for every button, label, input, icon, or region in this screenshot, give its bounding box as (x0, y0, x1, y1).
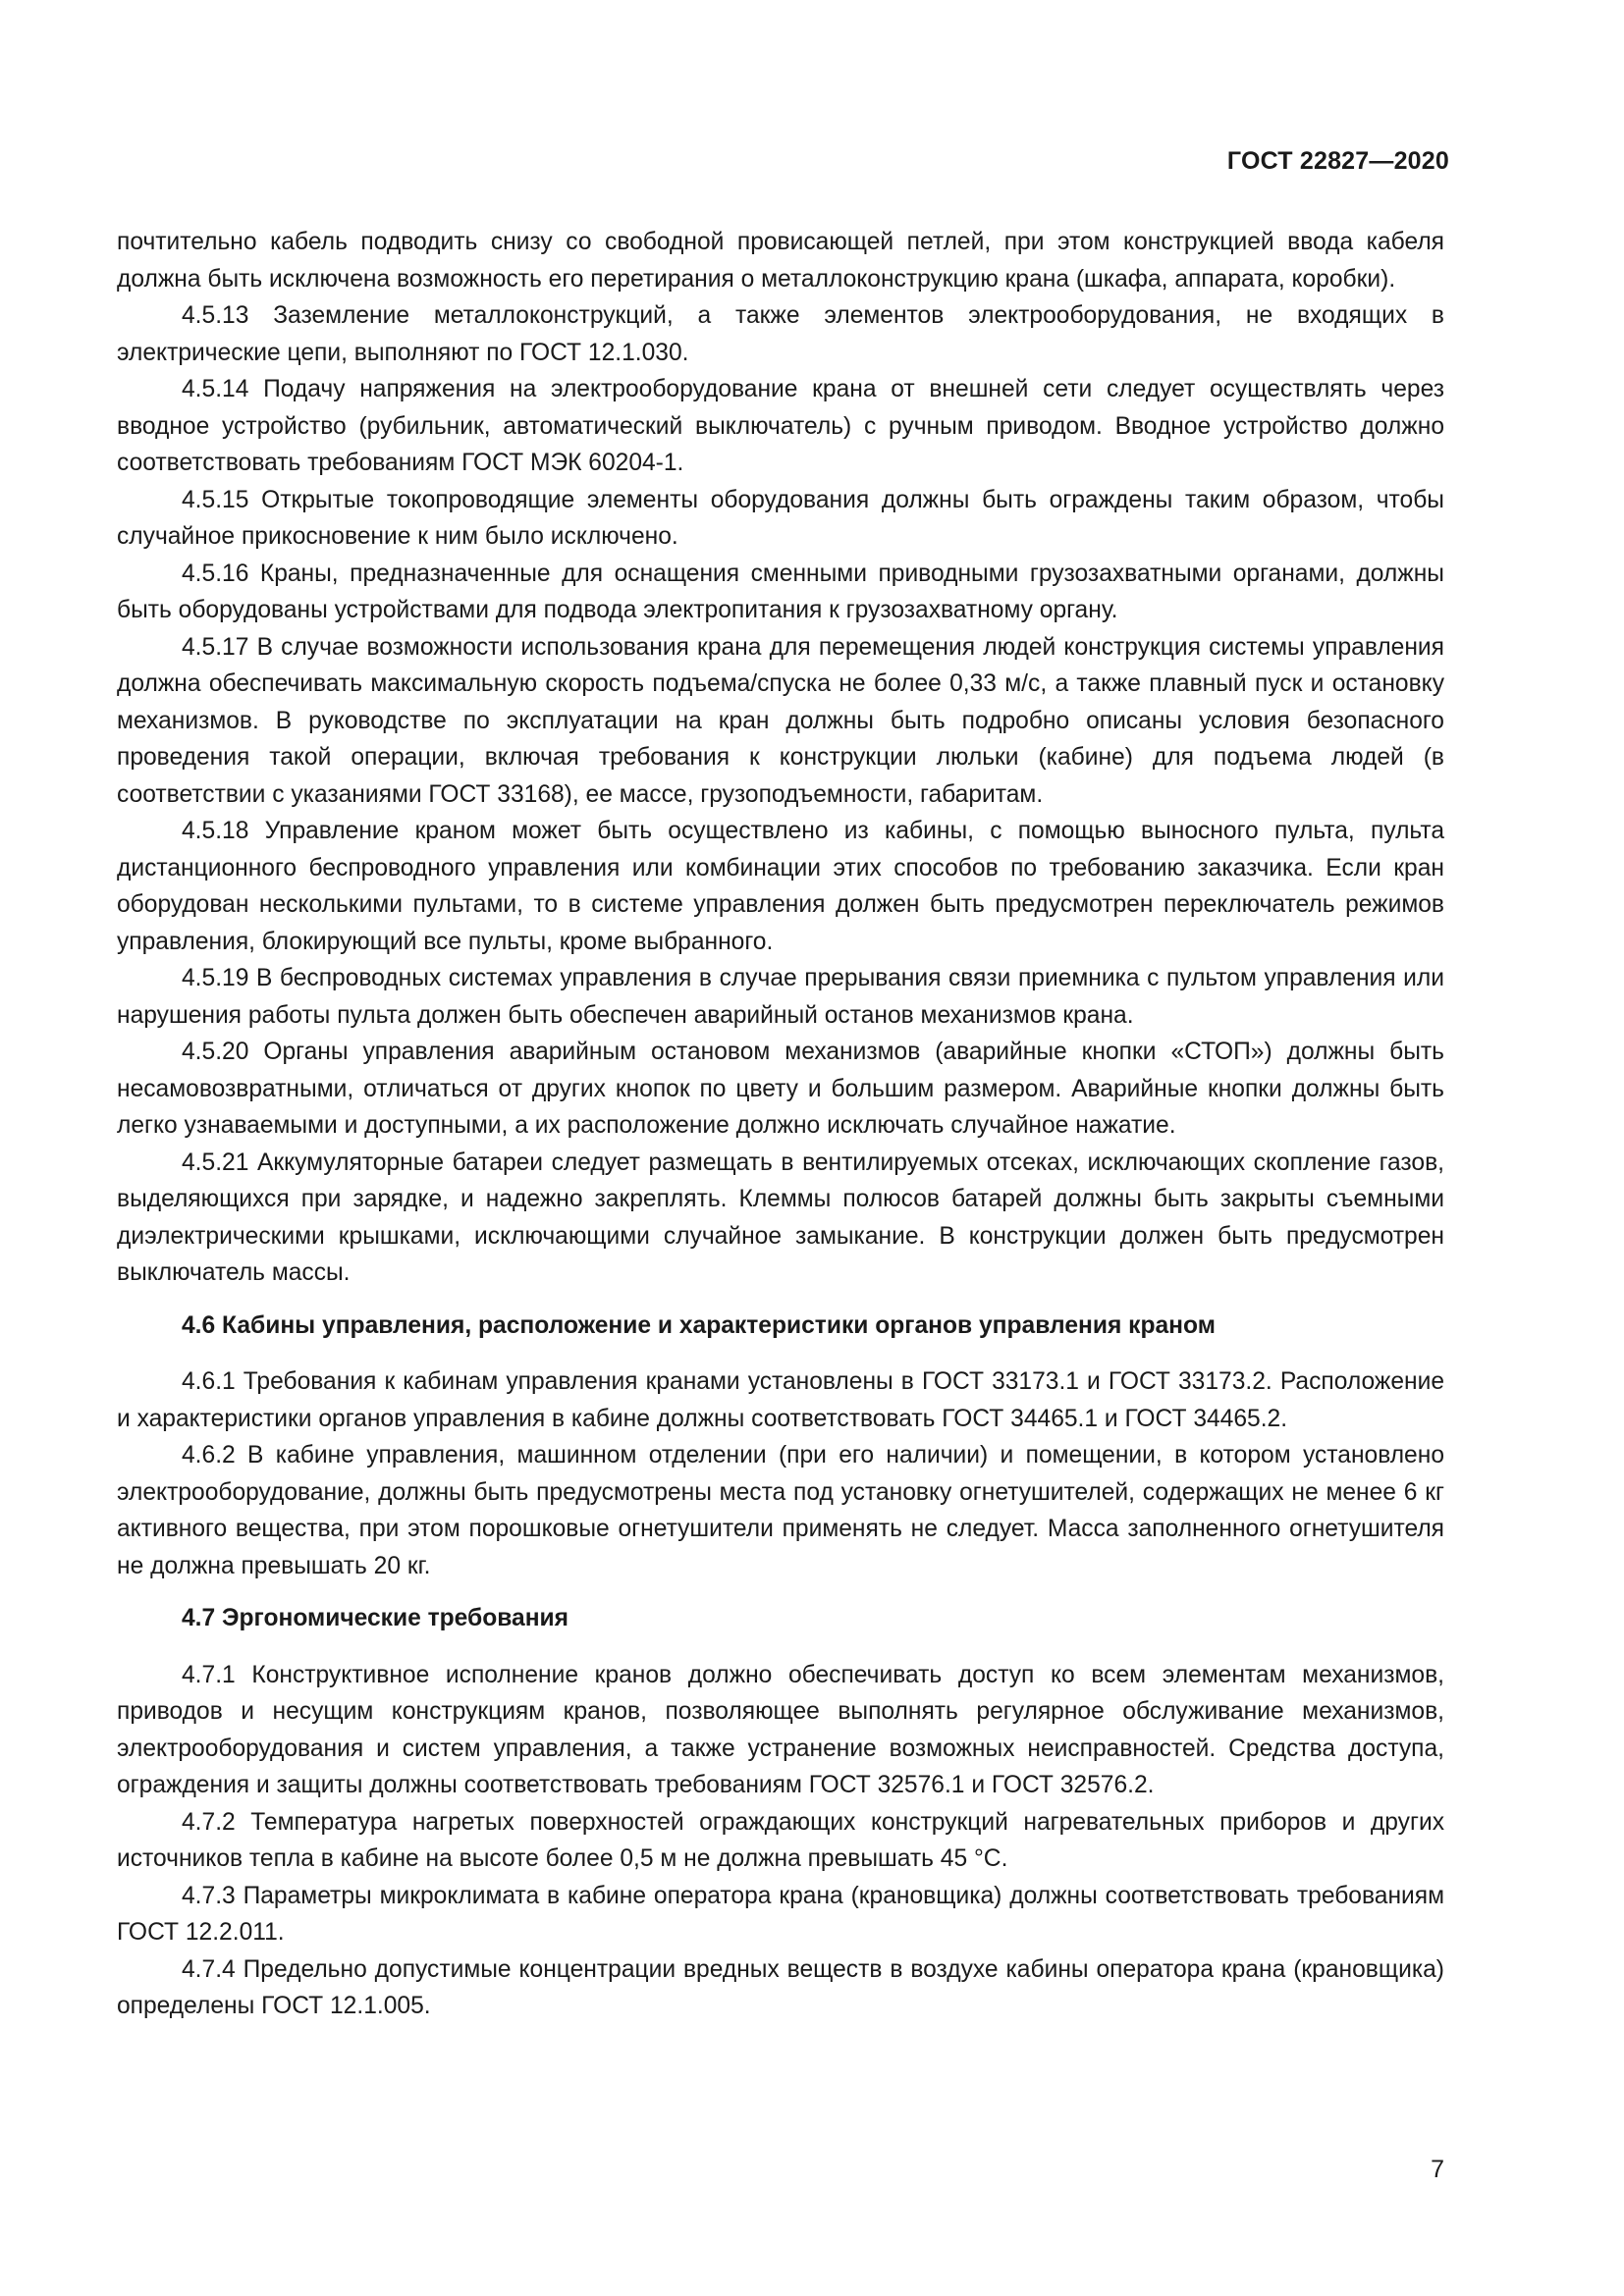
paragraph-4-5-17: 4.5.17 В случае возможности использования крана для перемещения людей конструкция системы управления должна обеспечивать максимальную скорость подъема/спуска не более 0,33 м/с, а также плавный пуск и остановку механизмов. В руководстве по эксплуатации на кран должны быть подробно описаны условия безопасного проведения такой операции, включая требования к конструкции люльки (кабине) для подъема людей (в соответствии с указаниями ГОСТ 33168), ее массе, грузоподъемности, габаритам. (117, 633, 1444, 808)
paragraph-4-7-1: 4.7.1 Конструктивное исполнение кранов должно обеспечивать доступ ко всем элементам механизмов, приводов и несущим конструкциям кранов, позволяющее выполнять регулярное обслуживание механизмов, электрооборудования и систем управления, а также устранение возможных неисправностей. Средства доступа, ограждения и защиты должны соответствовать требованиям ГОСТ 32576.1 и ГОСТ 32576.2. (117, 1661, 1444, 1798)
section-heading-4-7: 4.7 Эргономические требования (182, 1605, 569, 1631)
paragraph-4-7-3: 4.7.3 Параметры микроклимата в кабине оператора крана (крановщика) должны соответствовать требованиям ГОСТ 12.2.011. (117, 1882, 1444, 1946)
paragraph-4-5-20: 4.5.20 Органы управления аварийным остановом механизмов (аварийные кнопки «СТОП») должны быть несамовозвратными, отличаться от других кнопок по цвету и большим размером. Аварийные кнопки должны быть легко узнаваемыми и доступными, а их расположение должно исключать случайное нажатие. (117, 1039, 1444, 1139)
paragraph-4-5-16: 4.5.16 Краны, предназначенные для оснащения сменными приводными грузозахватными органами, должны быть оборудованы устройствами для подвода электропитания к грузозахватному органу. (117, 560, 1444, 623)
paragraph-4-6-1: 4.6.1 Требования к кабинам управления кранами установлены в ГОСТ 33173.1 и ГОСТ 33173.2. Расположение и характеристики органов управления в кабине должны соответствовать ГОСТ 34465.1 и ГОСТ 34465.2. (117, 1368, 1444, 1432)
paragraph-4-7-2: 4.7.2 Температура нагретых поверхностей ограждающих конструкций нагревательных приборов и других источников тепла в кабине на высоте более 0,5 м не должна превышать 45 °С. (117, 1808, 1444, 1872)
paragraph-4-5-14: 4.5.14 Подачу напряжения на электрооборудование крана от внешней сети следует осуществлять через вводное устройство (рубильник, автоматический выключатель) с ручным приводом. Вводное устройство должно соответствовать требованиям ГОСТ МЭК 60204-1. (117, 376, 1444, 476)
paragraph-4-6-2: 4.6.2 В кабине управления, машинном отделении (при его наличии) и помещении, в котором установлено электрооборудование, должны быть предусмотрены места под установку огнетушителей, содержащих не менее 6 кг активного вещества, при этом порошковые огнетушители применять не следует. Масса заполненного огнетушителя не должна превышать 20 кг. (117, 1442, 1444, 1579)
document-header-code: ГОСТ 22827—2020 (1226, 147, 1449, 175)
paragraph-4-5-18: 4.5.18 Управление краном может быть осуществлено из кабины, с помощью выносного пульта, пульта дистанционного беспроводного управления или комбинации этих способов по требованию заказчика. Если кран оборудован несколькими пультами, то в системе управления должен быть предусмотрен переключатель режимов управления, блокирующий все пульты, кроме выбранного. (117, 818, 1444, 955)
paragraph-4-5-13: 4.5.13 Заземление металлоконструкций, а также элементов электрооборудования, не входящих в электрические цепи, выполняют по ГОСТ 12.1.030. (117, 302, 1444, 366)
section-heading-4-6: 4.6 Кабины управления, расположение и характеристики органов управления краном (182, 1311, 1216, 1339)
page-number: 7 (1431, 2156, 1444, 2183)
paragraph-4-5-15: 4.5.15 Открытые токопроводящие элементы оборудования должны быть ограждены таким образом, чтобы случайное прикосновение к ним было исключено. (117, 486, 1444, 550)
document-body (117, 224, 1444, 2025)
paragraph-4-5-19: 4.5.19 В беспроводных системах управления в случае прерывания связи приемника с пультом управления или нарушения работы пульта должен быть обеспечен аварийный останов механизмов крана. (117, 965, 1444, 1029)
paragraph-4-7-4: 4.7.4 Предельно допустимые концентрации вредных веществ в воздухе кабины оператора крана (крановщика) определены ГОСТ 12.1.005. (117, 1955, 1444, 2019)
paragraph-continuation: почтительно кабель подводить снизу со свободной провисающей петлей, при этом конструкцией ввода кабеля должна быть исключена возможность его перетирания о металлоконструкцию крана (шкафа, аппарата, коробки). (117, 229, 1444, 293)
paragraph-4-5-21: 4.5.21 Аккумуляторные батареи следует размещать в вентилируемых отсеках, исключающих скопление газов, выделяющихся при зарядке, и надежно закреплять. Клеммы полюсов батарей должны быть закрыты съемными диэлектрическими крышками, исключающими случайное замыкание. В конструкции должен быть предусмотрен выключатель массы. (117, 1148, 1444, 1286)
